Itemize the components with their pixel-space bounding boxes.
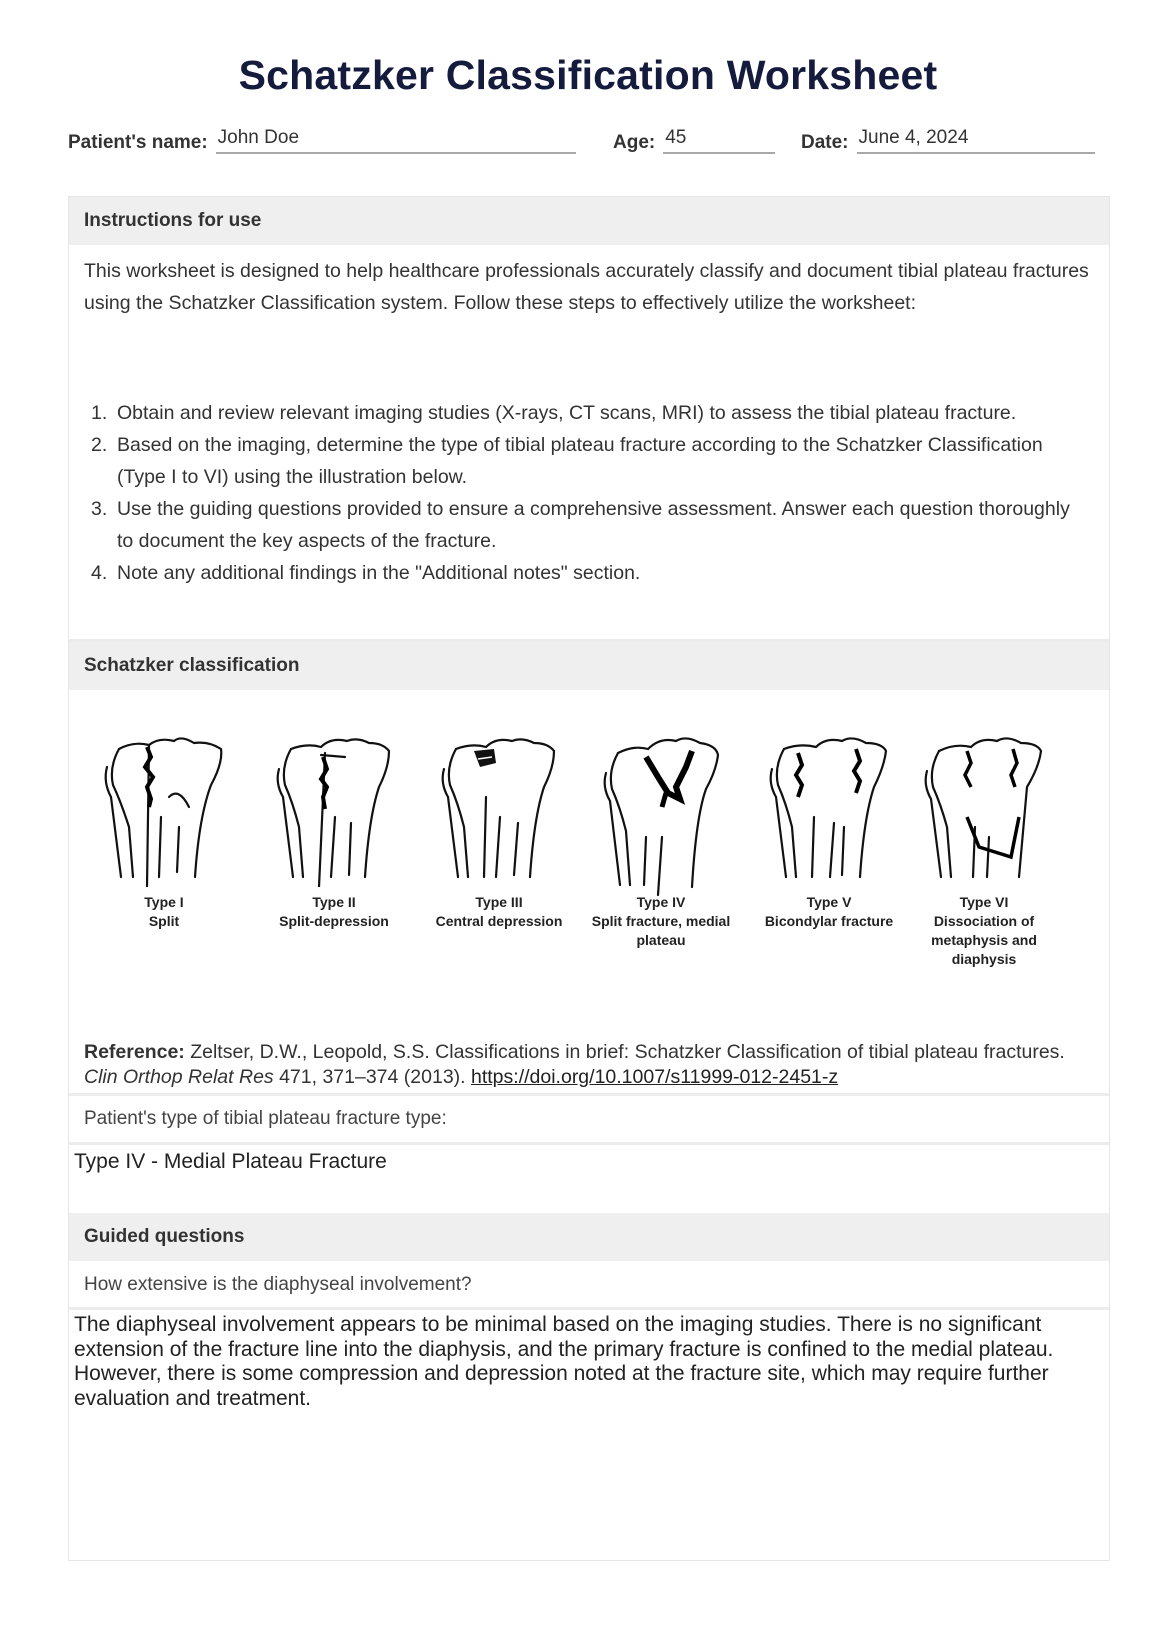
figure-type-label: Type VI (959, 894, 1009, 910)
figure-desc-label: Central depression (435, 913, 563, 929)
age-input[interactable]: 45 (663, 126, 775, 154)
figure-type-1 (89, 727, 239, 931)
figure-type-6 (909, 727, 1059, 969)
instructions-heading: Instructions for use (69, 197, 1109, 245)
figure-type-4 (586, 727, 736, 950)
patient-name-label: Patient's name: (68, 132, 208, 153)
figure-type-label: Type I (144, 894, 184, 910)
figure-type-label: Type III (475, 894, 523, 910)
figure-type-3 (424, 727, 574, 931)
patient-type-answer[interactable]: Type IV - Medial Plateau Fracture (74, 1150, 387, 1173)
patient-name-input[interactable]: John Doe (216, 126, 576, 154)
patient-name-field[interactable] (68, 126, 576, 154)
tibia-type-6-icon (919, 727, 1049, 887)
worksheet-card (68, 196, 1110, 1561)
date-input[interactable]: June 4, 2024 (857, 126, 1095, 154)
step-item: 2. Based on the imaging, determine the type of tibial plateau fracture according to the Schatzker Classification (Type I to VI) using the illustration below. (91, 434, 1043, 488)
patient-info-row (68, 126, 1108, 156)
reference-journal: Clin Orthop Relat Res (84, 1066, 274, 1088)
age-label: Age: (613, 132, 656, 153)
figure-desc-label: Dissociation of metaphysis and diaphysis (931, 913, 1037, 967)
guided-answer-1[interactable]: The diaphyseal involvement appears to be minimal based on the imaging studies. There is no significant extension of the fracture line into the diaphysis, and the primary fracture is confined to the medial plateau. However, there is some compression and depression noted at the fracture site, which may require further evaluation and treatment. (74, 1313, 1054, 1410)
instructions-steps (91, 397, 1089, 589)
schatzker-illustration (89, 727, 1099, 997)
reference-label: Reference: (84, 1041, 185, 1063)
reference-doi-link[interactable]: https://doi.org/10.1007/s11999-012-2451-z (471, 1066, 839, 1088)
reference-text: Zeltser, D.W., Leopold, S.S. Classifications in brief: Schatzker Classification of tibial plateau fractures. (184, 1041, 1065, 1063)
page-title: Schatzker Classification Worksheet (238, 52, 938, 98)
figure-desc-label: Bicondylar fracture (764, 913, 894, 929)
figure-type-label: Type IV (636, 894, 686, 910)
step-item: 1. Obtain and review relevant imaging studies (X-rays, CT scans, MRI) to assess the tibial plateau fracture. (91, 402, 1017, 424)
tibia-type-5-icon (764, 727, 894, 887)
divider (69, 1142, 1109, 1145)
tibia-type-3-icon (434, 727, 564, 887)
figure-desc-label: Split (148, 913, 180, 929)
tibia-type-1-icon (99, 727, 229, 887)
guided-questions-heading: Guided questions (69, 1213, 1109, 1261)
instructions-intro: This worksheet is designed to help healthcare professionals accurately classify and document tibial plateau fractures using the Schatzker Classification system. Follow these steps to effectively utilize the worksheet: (84, 260, 1089, 314)
patient-type-label: Patient's type of tibial plateau fracture type: (84, 1108, 447, 1129)
figure-type-2 (259, 727, 409, 931)
figure-type-5 (754, 727, 904, 931)
age-field[interactable] (613, 126, 775, 154)
figure-desc-label: Split fracture, medial plateau (591, 913, 731, 948)
date-field[interactable] (801, 126, 1095, 154)
tibia-type-2-icon (269, 727, 399, 887)
figure-desc-label: Split-depression (279, 913, 389, 929)
date-label: Date: (801, 132, 849, 153)
step-item: 3. Use the guiding questions provided to ensure a comprehensive assessment. Answer each question thoroughly to document the key aspects of the fracture. (91, 498, 1070, 552)
reference (84, 1040, 1089, 1090)
figure-type-label: Type II (312, 894, 356, 910)
classification-heading: Schatzker classification (69, 642, 1109, 690)
figure-type-label: Type V (806, 894, 852, 910)
step-item: 4. Note any additional findings in the "Additional notes" section. (91, 562, 641, 584)
reference-tail: 471, 371–374 (2013). (273, 1066, 471, 1088)
guided-question-1: How extensive is the diaphyseal involvement? (84, 1274, 472, 1295)
tibia-type-4-icon (596, 727, 726, 897)
divider (69, 1307, 1109, 1310)
